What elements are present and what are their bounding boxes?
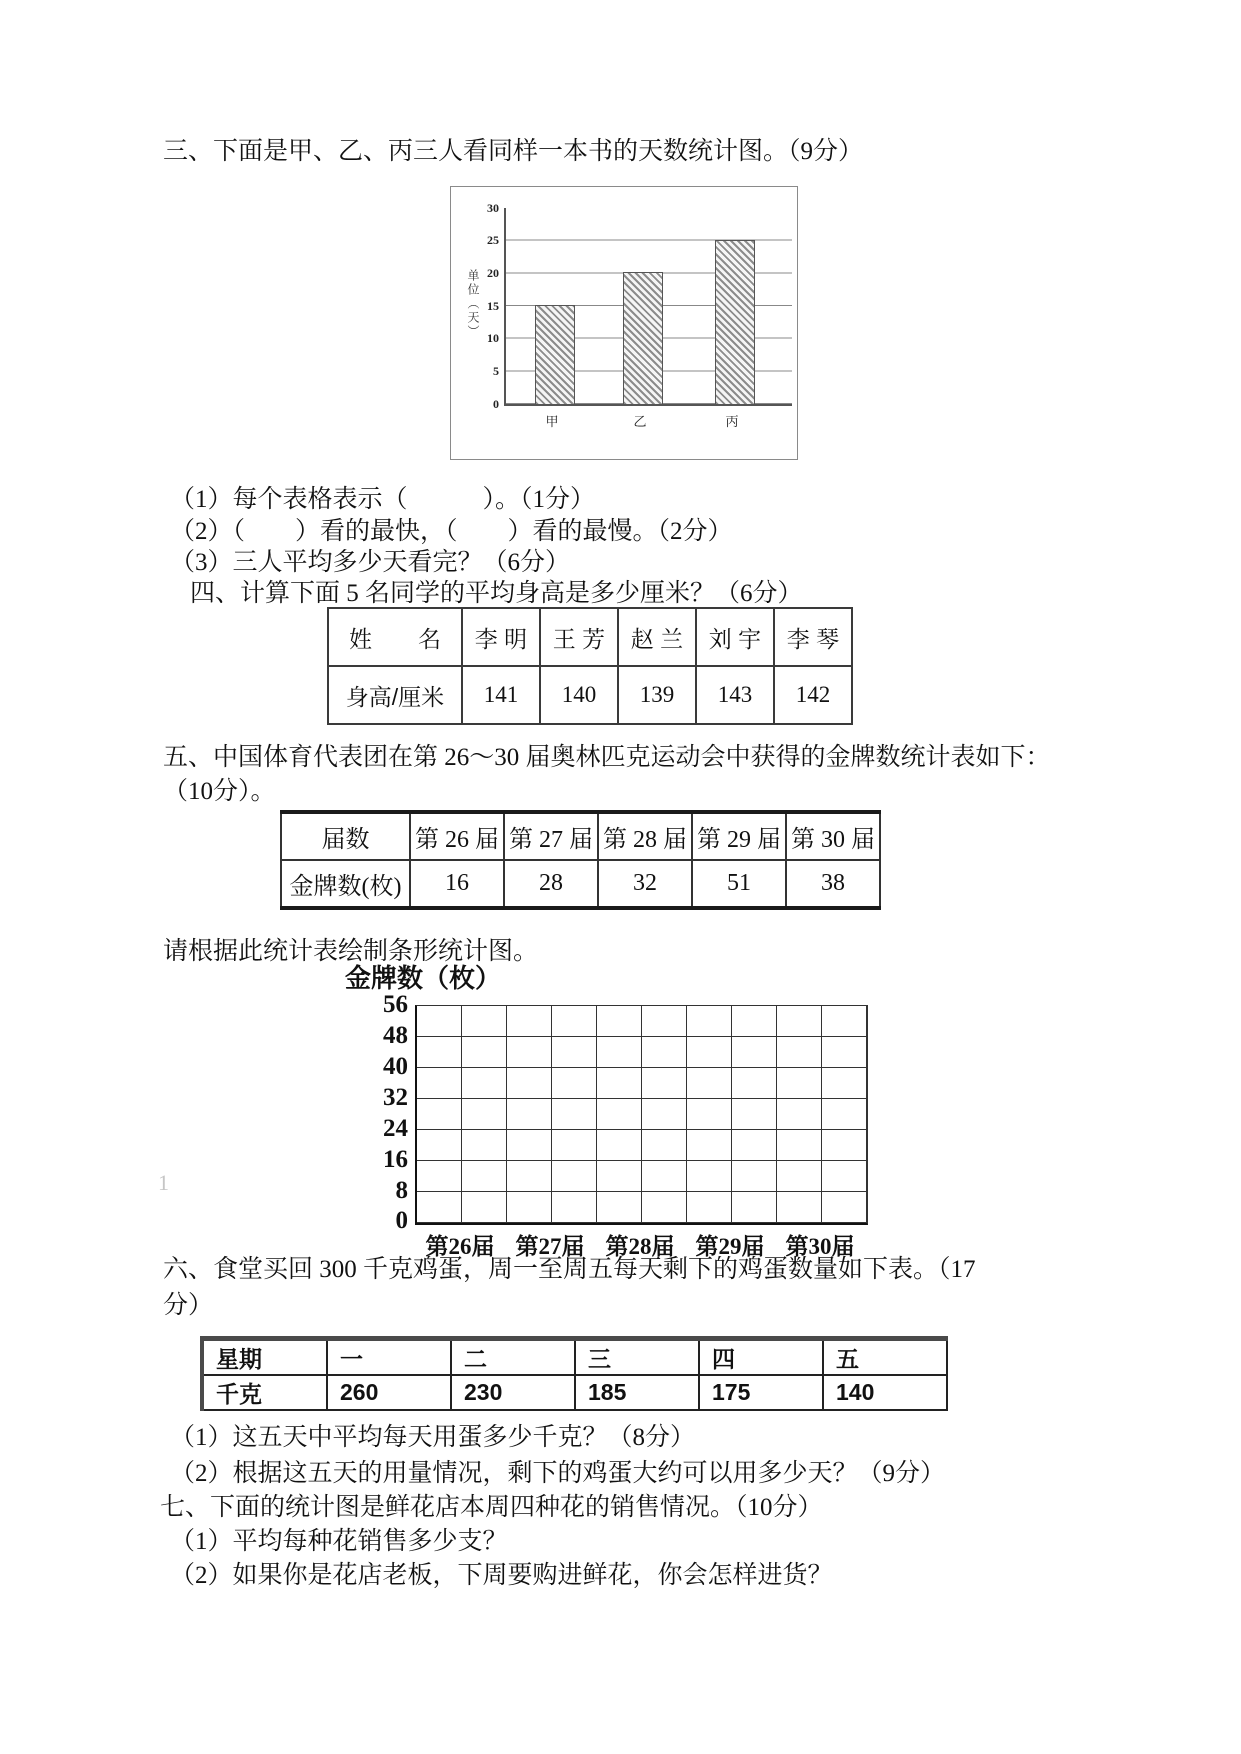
table-cell: 141 — [462, 666, 540, 724]
table-row — [202, 1375, 947, 1410]
table-row — [281, 812, 880, 860]
y-tick-label: 8 — [395, 1177, 408, 1204]
q3-sub-3: （3）三人平均多少天看完？（6分） — [170, 549, 571, 576]
table-cell: 142 — [774, 666, 852, 724]
table-cell: 139 — [618, 666, 696, 724]
table-row — [328, 666, 852, 724]
table-cell: 140 — [540, 666, 618, 724]
q4-title: 四、计算下面 5 名同学的平均身高是多少厘米？（6分） — [190, 580, 803, 607]
x-category-label: 第28届 — [605, 1234, 675, 1259]
q3-title: 三、下面是甲、乙、丙三人看同样一本书的天数统计图。（9分） — [163, 138, 864, 165]
table-cell: 王 芳 — [540, 608, 618, 666]
bar — [715, 240, 755, 404]
q6-sub-2: （2）根据这五天的用量情况，剩下的鸡蛋大约可以用多少天？（9分） — [170, 1460, 946, 1487]
x-category-label: 甲 — [545, 414, 559, 429]
table-cell: 第 28 届 — [598, 812, 692, 860]
y-tick-label: 25 — [487, 233, 499, 247]
table-cell: 五 — [823, 1339, 947, 1376]
y-tick-label: 16 — [383, 1146, 408, 1173]
q5-title-line1: 五、中国体育代表团在第 26～30 届奥林匹克运动会中获得的金牌数统计表如下： — [163, 744, 1051, 771]
table-cell: 32 — [598, 860, 692, 908]
table-cell: 第 26 届 — [410, 812, 504, 860]
table-cell: 38 — [786, 860, 880, 908]
y-tick-label: 24 — [383, 1115, 408, 1142]
table-row — [202, 1339, 947, 1376]
bar — [535, 305, 575, 404]
y-tick-label: 48 — [383, 1022, 408, 1049]
table-cell: 260 — [327, 1375, 451, 1410]
table-cell: 230 — [451, 1375, 575, 1410]
table-cell: 李 明 — [462, 608, 540, 666]
table-cell: 175 — [699, 1375, 823, 1410]
x-category-label: 第29届 — [695, 1234, 765, 1259]
table-cell: 第 29 届 — [692, 812, 786, 860]
empty-bar-chart-grid[interactable] — [415, 1005, 868, 1225]
table-cell: 143 — [696, 666, 774, 724]
y-tick-label: 5 — [493, 364, 499, 378]
y-tick-label: 10 — [487, 331, 499, 345]
x-category-label: 第30届 — [785, 1234, 855, 1259]
table-cell: 一 — [327, 1339, 451, 1376]
q7-sub-2: （2）如果你是花店老板，下周要购进鲜花，你会怎样进货？ — [170, 1562, 833, 1589]
q5-title-line2: （10分）。 — [163, 778, 276, 805]
gold-medals-table — [280, 810, 881, 910]
plot-area — [504, 208, 792, 406]
table-cell: 16 — [410, 860, 504, 908]
x-category-label: 第27届 — [515, 1234, 585, 1259]
y-tick-label: 32 — [383, 1084, 408, 1111]
table-cell: 星期 — [202, 1339, 327, 1376]
y-tick-label: 30 — [487, 201, 499, 215]
q3-sub-2: （2）（ ）看的最快，（ ）看的最慢。（2分） — [170, 518, 733, 545]
grid-chart-title: 金牌数（枚） — [345, 964, 502, 993]
table-row — [281, 860, 880, 908]
q7-title: 七、下面的统计图是鲜花店本周四种花的销售情况。（10分） — [160, 1494, 823, 1521]
y-axis-title: 单位（天） — [466, 269, 480, 339]
q7-sub-1: （1）平均每种花销售多少支？ — [170, 1528, 508, 1555]
q5-note: 请根据此统计表绘制条形统计图。 — [163, 938, 539, 965]
bar — [623, 272, 663, 404]
y-tick-label: 56 — [383, 991, 408, 1018]
heights-table — [327, 607, 853, 725]
table-cell: 姓 名 — [328, 608, 462, 666]
table-cell: 三 — [575, 1339, 699, 1376]
q3-sub-1: （1）每个表格表示（ ）。（1分） — [170, 486, 596, 513]
eggs-table — [200, 1336, 948, 1411]
q6-title-line2: 分） — [163, 1292, 214, 1319]
x-category-label: 丙 — [725, 414, 739, 429]
table-cell: 二 — [451, 1339, 575, 1376]
q6-title-line1: 六、食堂买回 300 千克鸡蛋，周一至周五每天剩下的鸡蛋数量如下表。（17 — [163, 1256, 976, 1283]
table-cell: 赵 兰 — [618, 608, 696, 666]
x-category-label: 乙 — [633, 414, 647, 429]
reading-days-bar-chart — [450, 186, 798, 460]
table-cell: 第 27 届 — [504, 812, 598, 860]
table-cell: 刘 宇 — [696, 608, 774, 666]
table-cell: 身高/厘米 — [328, 666, 462, 724]
table-cell: 千克 — [202, 1375, 327, 1410]
table-cell: 28 — [504, 860, 598, 908]
table-cell: 第 30 届 — [786, 812, 880, 860]
y-tick-label: 40 — [383, 1053, 408, 1080]
stray-artifact: 1 — [158, 1170, 169, 1195]
y-tick-label: 20 — [487, 266, 499, 280]
q6-sub-1: （1）这五天中平均每天用蛋多少千克？（8分） — [170, 1424, 696, 1451]
table-cell: 金牌数(枚) — [281, 860, 410, 908]
y-tick-label: 15 — [487, 299, 499, 313]
table-cell: 四 — [699, 1339, 823, 1376]
x-category-label: 第26届 — [425, 1234, 495, 1259]
table-cell: 185 — [575, 1375, 699, 1410]
y-tick-label: 0 — [493, 397, 499, 411]
table-cell: 51 — [692, 860, 786, 908]
table-row — [328, 608, 852, 666]
y-tick-label: 0 — [395, 1207, 408, 1234]
table-cell: 届数 — [281, 812, 410, 860]
table-cell: 李 琴 — [774, 608, 852, 666]
table-cell: 140 — [823, 1375, 947, 1410]
